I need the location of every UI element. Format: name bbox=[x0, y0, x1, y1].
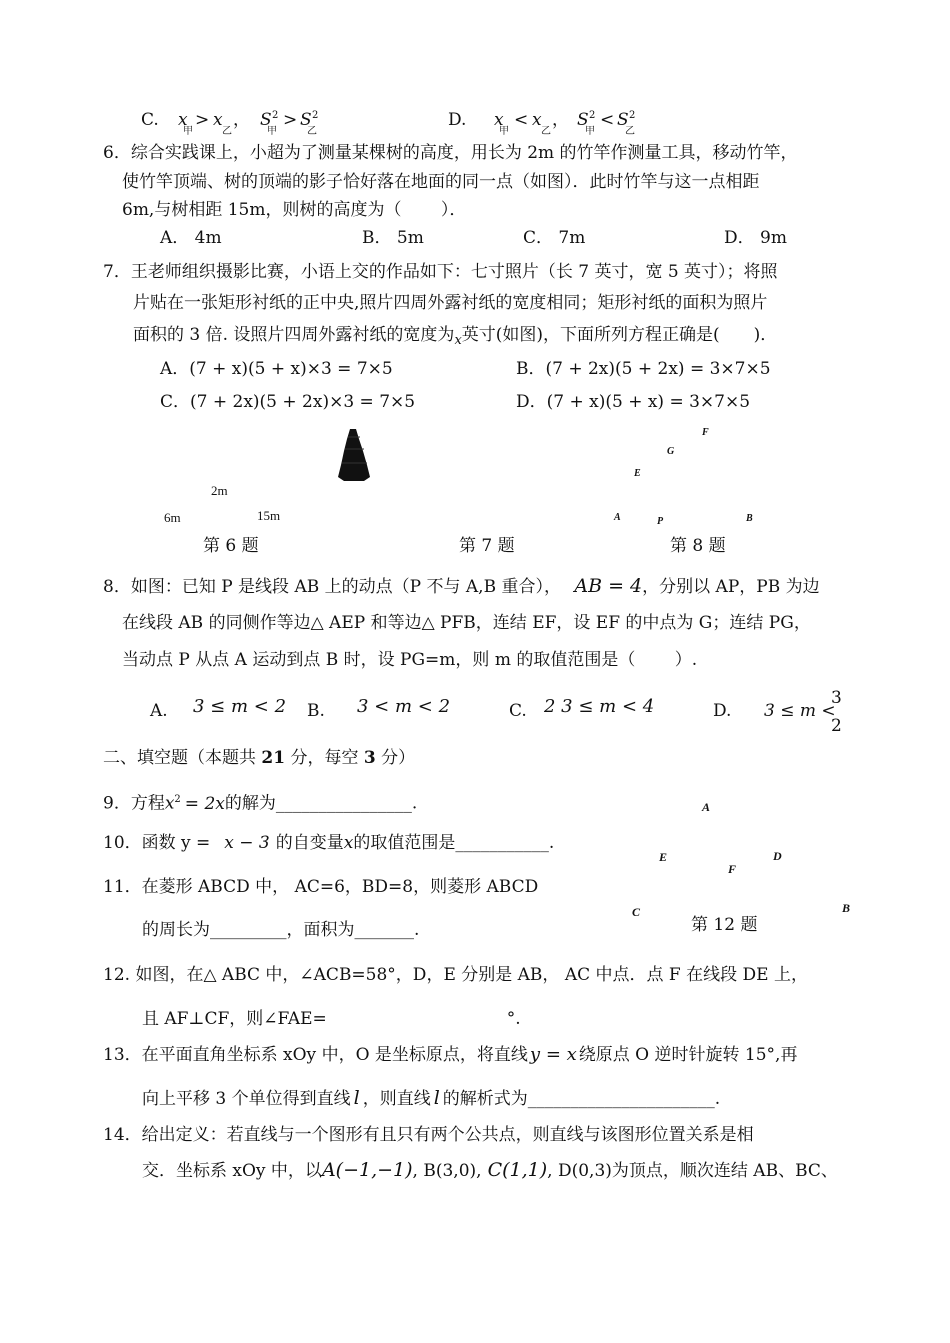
option-c-label: C. bbox=[141, 110, 159, 130]
q13-line1 bbox=[103, 1045, 797, 1065]
question-9 bbox=[103, 790, 417, 814]
sup: 2 bbox=[589, 110, 596, 121]
q10-prefix: 10．函数 y = bbox=[103, 833, 211, 853]
q8-option-a: 3 ≤ m < 2 bbox=[193, 696, 287, 717]
q8-option-c-label: C. bbox=[509, 701, 527, 721]
sub-yi: 乙 bbox=[625, 126, 635, 137]
q8-option-d: 3 ≤ m < bbox=[764, 701, 836, 721]
q7-line3 bbox=[133, 325, 777, 351]
point-b: , B(3,0), bbox=[412, 1161, 482, 1181]
fig8-label-p: P bbox=[657, 516, 664, 527]
sub-jia: 甲 bbox=[267, 126, 277, 137]
q9-prefix: 9．方程 bbox=[103, 793, 165, 814]
option-d-label: D. bbox=[448, 110, 467, 130]
sub-yi: 乙 bbox=[222, 126, 232, 137]
fig6-dist-b: 15m bbox=[257, 508, 281, 523]
sup: 2 bbox=[272, 110, 279, 121]
q11-line2: 的周长为_________，面积为_______. bbox=[142, 920, 420, 940]
caption-fig7: 第 7 题 bbox=[459, 536, 515, 556]
q8-option-d-label: D. bbox=[713, 701, 732, 721]
q13-line2-mid: ，则直线 bbox=[362, 1089, 431, 1109]
fig12-label-a: A bbox=[702, 800, 711, 814]
x-bar-b: x bbox=[213, 110, 223, 130]
frac-denominator: 2 bbox=[831, 716, 842, 736]
caption-fig12: 第 12 题 bbox=[691, 915, 758, 935]
var-x: x bbox=[454, 333, 462, 348]
heading-part-a: 二、填空题（本题共 bbox=[103, 748, 262, 768]
comma: ， bbox=[233, 110, 250, 130]
s-a: S bbox=[577, 110, 589, 130]
q7-option-b: B．(7 + 2x)(5 + 2x) = 3×7×5 bbox=[516, 359, 771, 379]
fig12-label-f: F bbox=[728, 862, 737, 876]
q6-option-d: D． 9m bbox=[724, 228, 787, 248]
var-x: x bbox=[164, 793, 175, 814]
heading-part-c: 分） bbox=[375, 748, 416, 768]
fig12-label-b: B bbox=[842, 901, 851, 915]
q7-option-d: D．(7 + x)(5 + x) = 3×7×5 bbox=[516, 392, 751, 412]
q8-line1-text: 8．如图：已知 P 是线段 AB 上的动点（P 不与 A,B 重合）， bbox=[103, 577, 561, 597]
q12-line2-text: 且 AF⊥CF，则∠FAE= bbox=[142, 1009, 327, 1029]
q10-radicand: x − 3 bbox=[224, 833, 270, 853]
q14-line1: 14．给出定义：若直线与一个图形有且只有两个公共点，则直线与该图形位置关系是相 bbox=[103, 1125, 754, 1145]
fig12-label-d: D bbox=[773, 849, 782, 863]
q13-blank: 的解析式为______________________. bbox=[442, 1089, 721, 1109]
sup: 2 bbox=[312, 110, 319, 121]
point-c: C(1,1) bbox=[487, 1159, 548, 1181]
gt-sign: > bbox=[195, 110, 210, 130]
q13-line2 bbox=[142, 1088, 720, 1109]
lt-sign: < bbox=[514, 110, 529, 130]
fig8-label-f: F bbox=[702, 427, 709, 438]
question-10 bbox=[103, 833, 554, 853]
line-l: l bbox=[433, 1087, 440, 1109]
q11-line1: 11．在菱形 ABCD 中， AC=6，BD=8，则菱形 ABCD bbox=[103, 877, 539, 897]
q6-option-c: C． 7m bbox=[523, 228, 586, 248]
q6-line3: 6m,与树相距 15m，则树的高度为（ ）． bbox=[122, 200, 467, 220]
lt-sign: < bbox=[600, 110, 615, 130]
fig8-label-b: B bbox=[746, 513, 753, 524]
sub-yi: 乙 bbox=[307, 126, 317, 137]
q10-blank: 的取值范围是___________. bbox=[353, 833, 555, 853]
var-x: x bbox=[343, 833, 354, 853]
q14-line2-text: 交．坐标系 xOy 中，以 bbox=[142, 1161, 322, 1181]
fig12-label-c: C bbox=[632, 905, 641, 919]
q13-line1-text: 13．在平面直角坐标系 xOy 中，O 是坐标原点，将直线 bbox=[103, 1045, 528, 1065]
fig12-label-e: E bbox=[659, 850, 668, 864]
section-2-heading bbox=[103, 748, 415, 768]
x-bar-b: x bbox=[532, 110, 542, 130]
fig8-label-e: E bbox=[634, 468, 641, 479]
s-b: S bbox=[300, 110, 312, 130]
q12-line2 bbox=[142, 1009, 521, 1029]
s-a: S bbox=[260, 110, 272, 130]
tree-image bbox=[334, 427, 374, 483]
fig6-pole-label: 2m bbox=[211, 483, 228, 498]
fig8-label-a: A bbox=[614, 512, 621, 523]
q14-line2-tail: , D(0,3)为顶点，顺次连结 AB、BC、 bbox=[547, 1161, 838, 1181]
q8-line1 bbox=[103, 576, 820, 597]
q8-line3: 当动点 P 从点 A 运动到点 B 时，设 PG=m，则 m 的取值范围是（ ）. bbox=[122, 650, 698, 670]
q13-line2-text: 向上平移 3 个单位得到直线 bbox=[142, 1089, 351, 1109]
q7-option-a: A．(7 + x)(5 + x)×3 = 7×5 bbox=[160, 359, 393, 379]
q8-line2: 在线段 AB 的同侧作等边△ AEP 和等边△ PFB，连结 EF，设 EF 的中点为 G；连结 PG， bbox=[122, 613, 811, 633]
q12-line1: 12. 如图，在△ ABC 中，∠ACB=58°，D，E 分别是 AB， AC 中点．点 F 在线段 DE 上， bbox=[103, 965, 808, 985]
q8-option-c: 2 3 ≤ m < 4 bbox=[544, 696, 655, 717]
q9-blank: 的解为________________. bbox=[224, 793, 418, 814]
x-bar-a: x bbox=[494, 110, 504, 130]
q6-line1: 6．综合实践课上，小超为了测量某棵树的高度，用长为 2m 的竹竿作测量工具，移动竹竿， bbox=[103, 143, 798, 163]
sup: 2 bbox=[629, 110, 636, 121]
fig6-dist-a: 6m bbox=[164, 510, 181, 525]
q6-option-a: A． 4m bbox=[160, 228, 222, 248]
s-b: S bbox=[617, 110, 629, 130]
q10-mid: 的自变量 bbox=[275, 833, 344, 853]
q8-option-b-label: B. bbox=[307, 701, 325, 721]
heading-part-b: 分，每空 bbox=[285, 748, 364, 768]
sub-jia: 甲 bbox=[499, 126, 509, 137]
point-a: A(−1,−1) bbox=[321, 1159, 413, 1181]
fig8-label-g: G bbox=[667, 446, 675, 457]
comma: ， bbox=[552, 110, 569, 130]
sub-yi: 乙 bbox=[541, 126, 551, 137]
sub-jia: 甲 bbox=[183, 126, 193, 137]
sub-jia: 甲 bbox=[585, 126, 595, 137]
q8-option-a-label: A. bbox=[150, 701, 168, 721]
q12-degree: °. bbox=[506, 1009, 521, 1029]
q8-option-b: 3 < m < 2 bbox=[357, 696, 451, 717]
q7-line1: 7．王老师组织摄影比赛，小语上交的作品如下：七寸照片（长 7 英寸，宽 5 英寸）；将照 bbox=[103, 262, 778, 282]
exponent: 2 bbox=[174, 794, 181, 805]
line-l: l bbox=[353, 1087, 360, 1109]
ab-equation: AB = 4 bbox=[574, 575, 643, 597]
q7-line3-part2: 英寸(如图)，下面所列方程正确是( )． bbox=[461, 325, 778, 345]
q7-line3-part1: 面积的 3 倍. 设照片四周外露衬纸的宽度为 bbox=[133, 325, 455, 345]
frac-numerator: 3 bbox=[831, 688, 842, 708]
caption-fig6: 第 6 题 bbox=[203, 536, 259, 556]
line-equation: y = x bbox=[529, 1044, 577, 1065]
heading-each: 3 bbox=[363, 748, 376, 768]
q7-line2: 片贴在一张矩形衬纸的正中央,照片四周外露衬纸的宽度相同；矩形衬纸的面积为照片 bbox=[133, 293, 768, 313]
heading-points: 21 bbox=[261, 748, 286, 768]
q6-line2: 使竹竿顶端、树的顶端的影子恰好落在地面的同一点（如图）．此时竹竿与这一点相距 bbox=[122, 172, 760, 192]
x-bar-a: x bbox=[178, 110, 188, 130]
caption-fig8: 第 8 题 bbox=[670, 536, 726, 556]
q6-option-b: B． 5m bbox=[362, 228, 424, 248]
q7-option-c: C．(7 + 2x)(5 + 2x)×3 = 7×5 bbox=[160, 392, 416, 412]
q14-line2 bbox=[142, 1160, 838, 1181]
gt-sign: > bbox=[283, 110, 298, 130]
q13-line1-tail: 绕原点 O 逆时针旋转 15°,再 bbox=[578, 1045, 798, 1065]
q8-line1-tail: ，分别以 AP，PB 为边 bbox=[642, 577, 820, 597]
q9-rhs: = 2x bbox=[184, 793, 225, 814]
